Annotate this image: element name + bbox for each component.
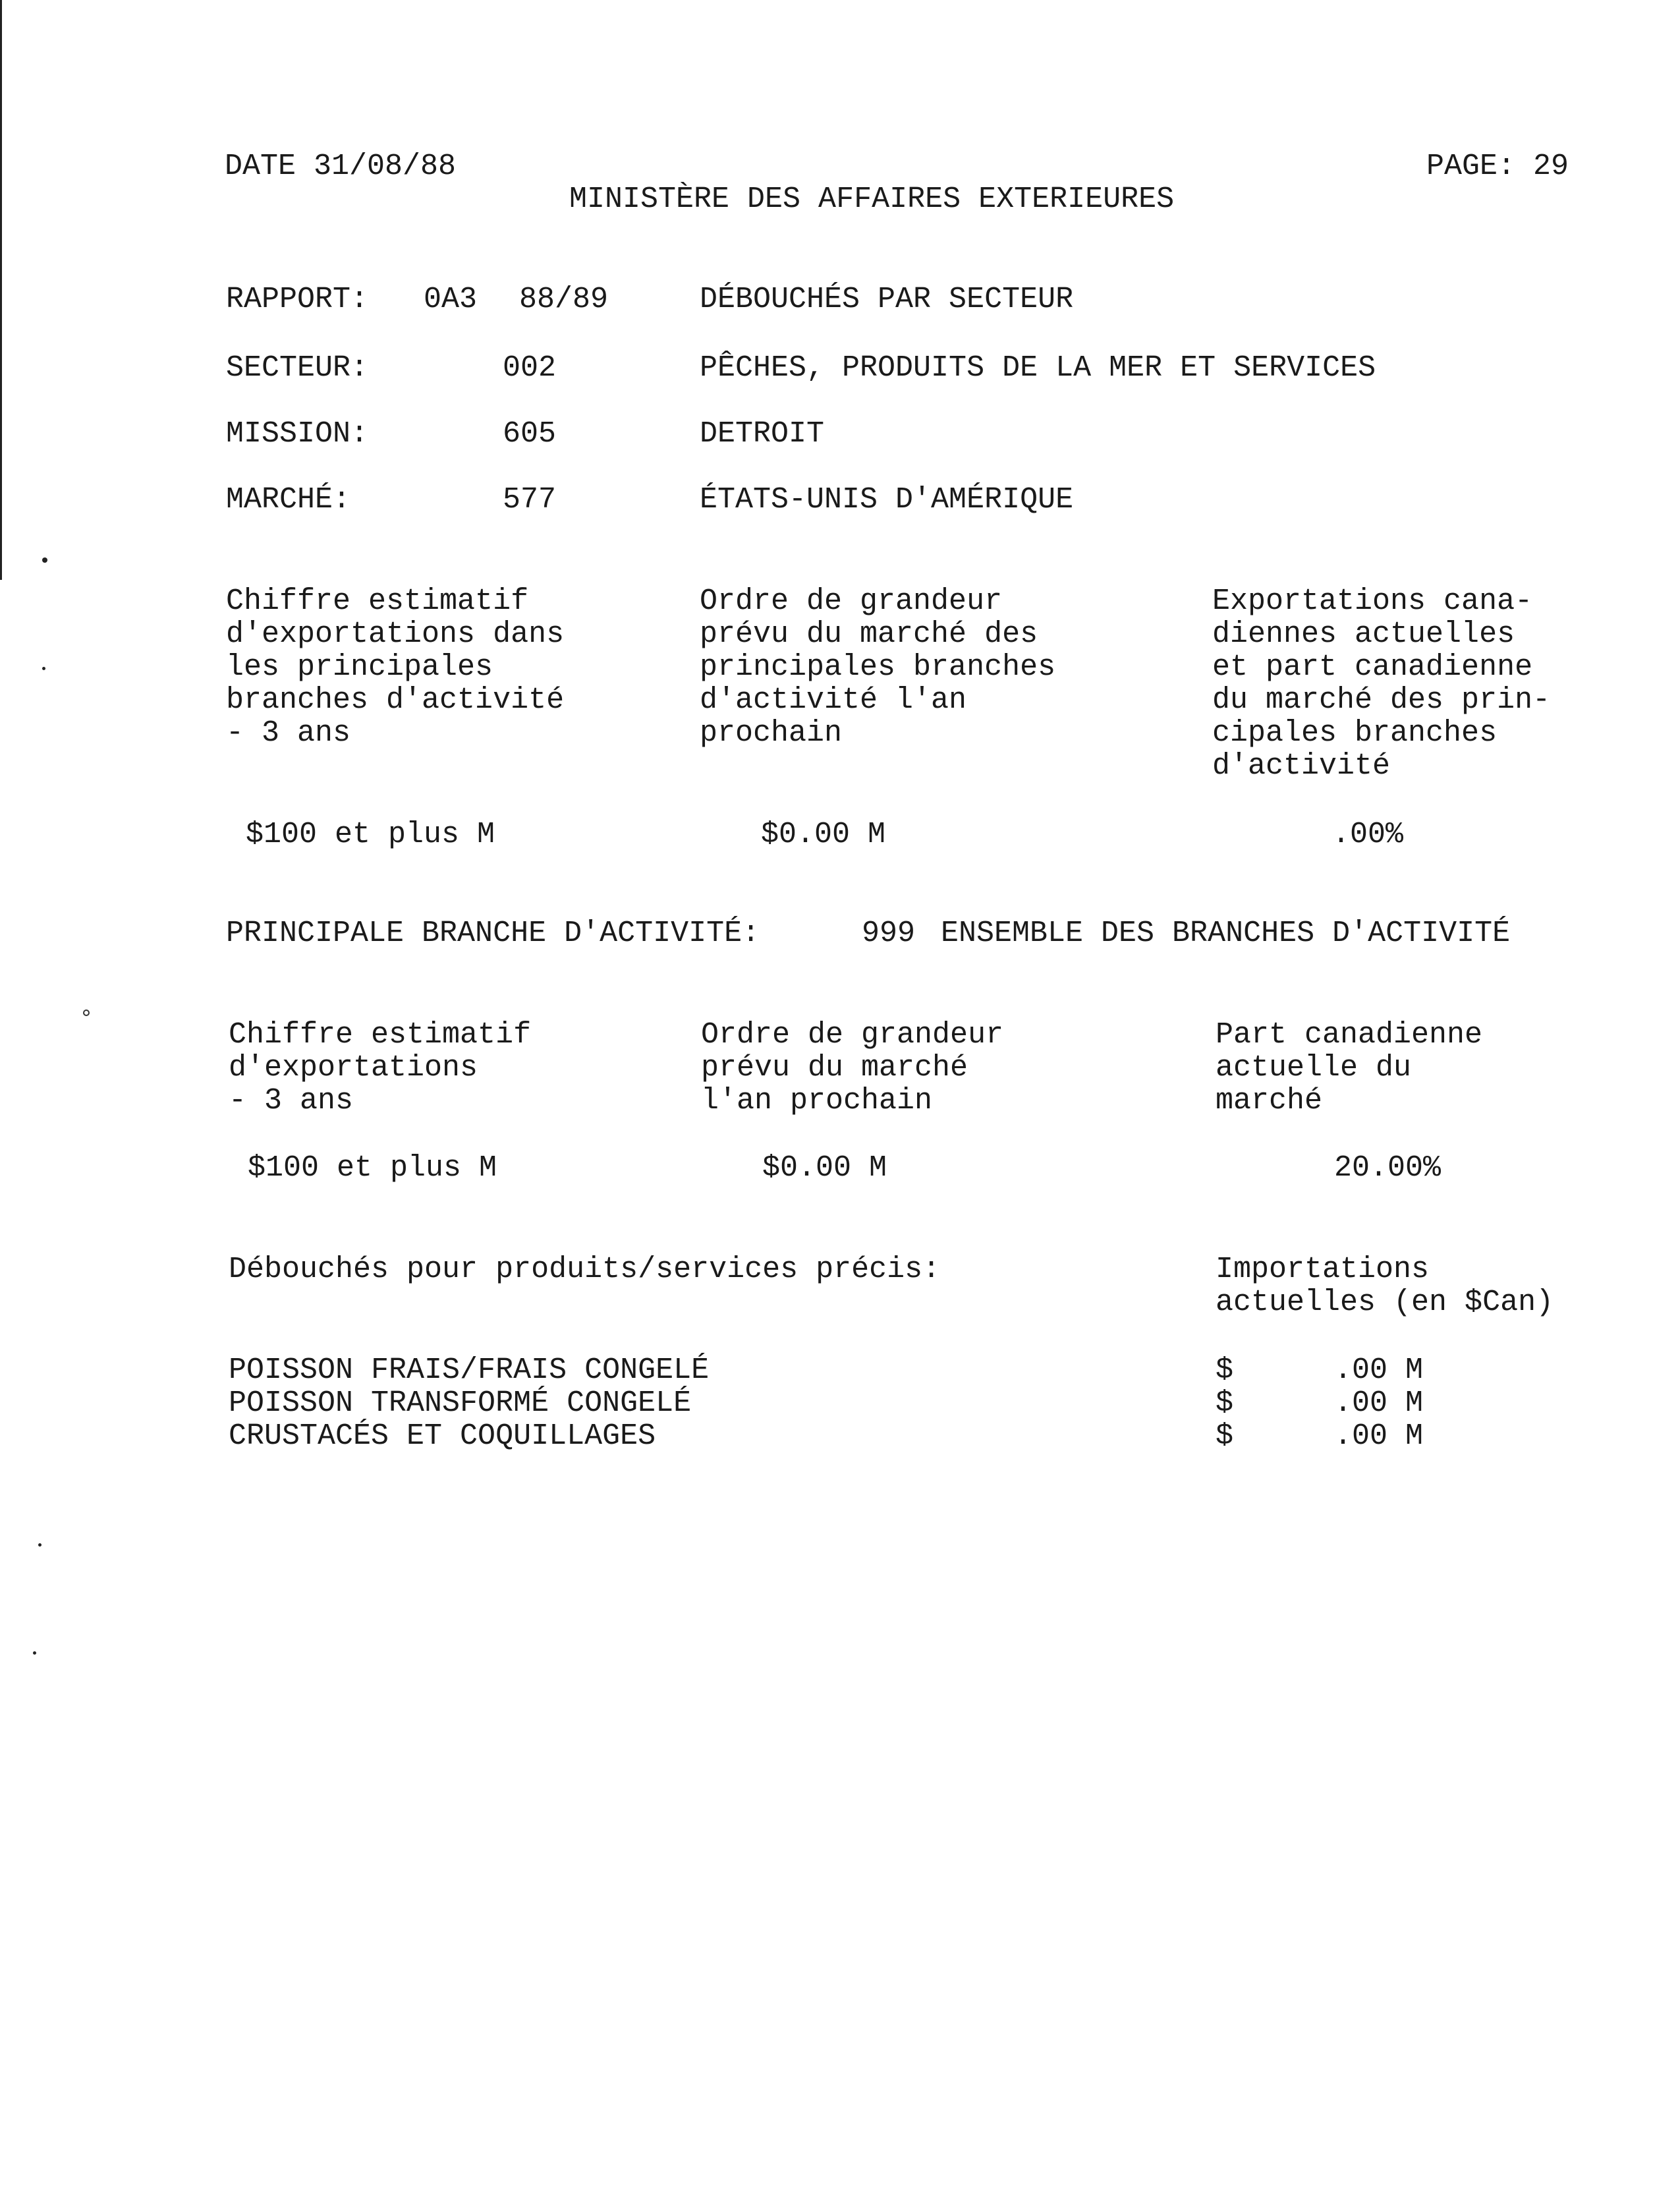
branch-label: PRINCIPALE BRANCHE D'ACTIVITÉ: — [226, 917, 760, 950]
heading-line: Chiffre estimatif — [229, 1018, 532, 1052]
heading-line: d'exportations — [229, 1051, 478, 1085]
left-edge-rule — [0, 0, 2, 580]
rapport-code: 0A3 — [424, 283, 478, 316]
product-currency: $ — [1216, 1419, 1234, 1453]
heading-line: Chiffre estimatif — [226, 584, 529, 618]
heading-line: d'activité — [1212, 749, 1391, 783]
heading-line: les principales — [226, 650, 493, 684]
heading-line: actuelle du — [1216, 1051, 1412, 1085]
section1-value-market: $0.00 M — [761, 818, 886, 851]
scan-speck — [42, 667, 45, 670]
product-currency: $ — [1216, 1353, 1234, 1387]
product-value: .00 M — [1334, 1386, 1424, 1420]
section2-col3-heading — [1216, 1019, 1482, 1118]
secteur-label: SECTEUR: — [226, 351, 369, 385]
heading-line: Ordre de grandeur — [700, 584, 1003, 618]
product-currency: $ — [1216, 1386, 1234, 1420]
section1-value-exports: $100 et plus M — [246, 818, 495, 851]
product-name: CRUSTACÉS ET COQUILLAGES — [229, 1419, 656, 1453]
section2-value-market: $0.00 M — [762, 1151, 887, 1185]
heading-line: prochain — [700, 716, 843, 750]
section2-col2-heading — [701, 1019, 1003, 1118]
products-heading: Débouchés pour produits/services précis: — [229, 1253, 941, 1286]
marche-code: 577 — [503, 483, 557, 517]
rapport-value: DÉBOUCHÉS PAR SECTEUR — [700, 283, 1074, 316]
rapport-label: RAPPORT: — [226, 283, 369, 316]
report-date: DATE 31/08/88 — [225, 150, 457, 183]
section2-col1-heading — [229, 1019, 531, 1118]
scan-speck — [38, 1543, 42, 1547]
rapport-year: 88/89 — [519, 283, 609, 316]
secteur-value: PÊCHES, PRODUITS DE LA MER ET SERVICES — [700, 351, 1376, 385]
heading-line: du marché des prin- — [1212, 683, 1551, 717]
heading-line: Part canadienne — [1216, 1018, 1483, 1052]
heading-line: actuelles (en $Can) — [1216, 1286, 1554, 1319]
heading-line: diennes actuelles — [1212, 617, 1515, 651]
heading-line: Ordre de grandeur — [701, 1018, 1004, 1052]
heading-line: Exportations cana- — [1212, 584, 1533, 618]
section1-col1-heading — [226, 585, 564, 750]
section1-col3-heading — [1212, 585, 1550, 783]
section1-value-share: .00% — [1332, 818, 1404, 851]
imports-heading — [1216, 1253, 1554, 1319]
heading-line: branches d'activité — [226, 683, 565, 717]
section2-value-exports: $100 et plus M — [248, 1151, 497, 1185]
heading-line: principales branches — [700, 650, 1056, 684]
ministry-title: MINISTÈRE DES AFFAIRES EXTERIEURES — [569, 183, 1175, 216]
heading-line: cipales branches — [1212, 716, 1498, 750]
heading-line: prévu du marché des — [700, 617, 1038, 651]
heading-line: prévu du marché — [701, 1051, 968, 1085]
product-value: .00 M — [1334, 1419, 1424, 1453]
branch-code: 999 — [862, 917, 916, 950]
marche-value: ÉTATS-UNIS D'AMÉRIQUE — [700, 483, 1074, 517]
branch-name: ENSEMBLE DES BRANCHES D'ACTIVITÉ — [941, 917, 1511, 950]
heading-line: l'an prochain — [701, 1084, 933, 1118]
page-number: PAGE: 29 — [1426, 150, 1569, 183]
mission-label: MISSION: — [226, 417, 369, 451]
mission-code: 605 — [503, 417, 557, 451]
scan-speck — [42, 557, 47, 563]
secteur-code: 002 — [503, 351, 557, 385]
heading-line: marché — [1216, 1084, 1323, 1118]
product-name: POISSON FRAIS/FRAIS CONGELÉ — [229, 1353, 710, 1387]
heading-line: Importations — [1216, 1253, 1430, 1286]
heading-line: d'activité l'an — [700, 683, 967, 717]
heading-line: d'exportations dans — [226, 617, 565, 651]
heading-line: - 3 ans — [226, 716, 351, 750]
product-value: .00 M — [1334, 1353, 1424, 1387]
section2-value-share: 20.00% — [1334, 1151, 1442, 1185]
product-name: POISSON TRANSFORMÉ CONGELÉ — [229, 1386, 692, 1420]
heading-line: - 3 ans — [229, 1084, 354, 1118]
scan-speck — [33, 1651, 36, 1655]
marche-label: MARCHÉ: — [226, 483, 351, 517]
section1-col2-heading — [700, 585, 1055, 750]
mission-value: DETROIT — [700, 417, 825, 451]
heading-line: et part canadienne — [1212, 650, 1533, 684]
scan-speck — [83, 1010, 90, 1016]
